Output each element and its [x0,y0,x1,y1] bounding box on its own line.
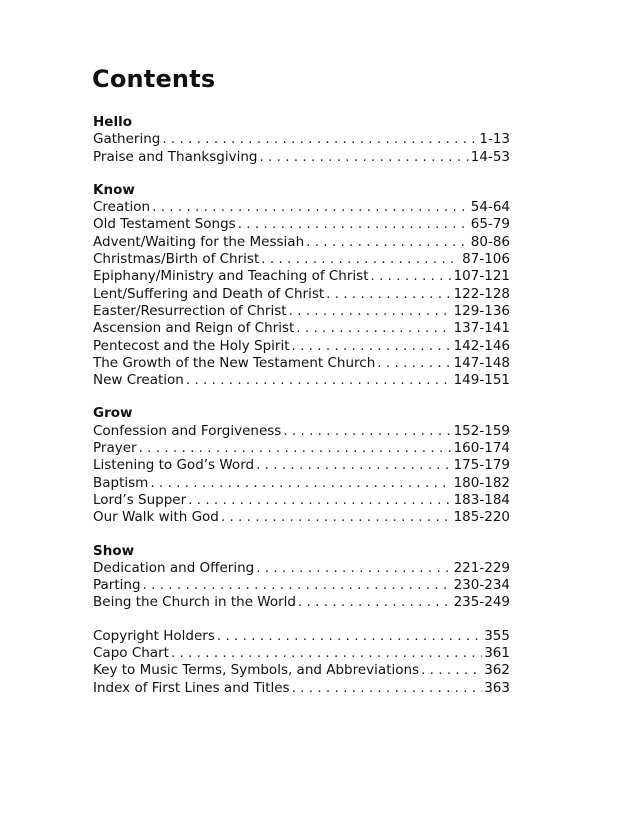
dot-leader [291,338,451,355]
dot-leader [292,680,483,697]
toc-entry [93,355,510,372]
entry-title: Confession and Forgiveness [93,422,282,439]
toc-entry [93,372,510,389]
dot-leader [370,268,451,285]
dot-leader [186,372,452,389]
entry-page-range: 180-182 [453,474,510,491]
entry-page-range: 137-141 [453,320,510,337]
toc-entry [93,594,510,611]
toc-entry [93,680,510,697]
entry-title: The Growth of the New Testament Church [93,354,376,371]
entry-title: Christmas/Birth of Christ [93,251,260,268]
toc-entry [93,440,510,457]
toc-entry [93,234,510,251]
entry-page-range: 129-136 [453,302,510,319]
entry-title: Ascension and Reign of Christ [93,320,295,337]
entry-title: Dedication and Offering [93,559,255,576]
entry-page-range: 362 [484,662,510,679]
entry-title: Easter/Resurrection of Christ [93,302,287,319]
entry-title: Gathering [93,131,161,148]
table-of-contents [93,114,510,697]
entry-title: Lent/Suffering and Death of Christ [93,285,325,302]
dot-leader [238,216,469,233]
entry-page-range: 122-128 [453,285,510,302]
entry-title: Index of First Lines and Titles [93,679,290,696]
toc-section [93,543,510,612]
dot-leader [289,303,452,320]
entry-page-range: 175-179 [453,457,510,474]
entry-page-range: 65-79 [470,216,510,233]
entry-title: Being the Church in the World [93,594,296,611]
entry-title: Praise and Thanksgiving [93,148,258,165]
toc-entry [93,423,510,440]
entry-title: Our Walk with God [93,509,219,526]
toc-entry [93,475,510,492]
toc-entry [93,149,510,166]
page-title: Contents [92,65,216,93]
toc-entry [93,577,510,594]
dot-leader [221,509,452,526]
dot-leader [256,560,451,577]
entry-page-range: 160-174 [453,440,510,457]
dot-leader [188,492,451,509]
entry-page-range: 147-148 [453,354,510,371]
toc-entry [93,320,510,337]
entry-page-range: 54-64 [470,199,510,216]
toc-entry [93,645,510,662]
toc-section [93,628,510,697]
entry-page-range: 221-229 [453,559,510,576]
entry-page-range: 1-13 [479,131,510,148]
section-heading: Grow [93,405,133,422]
toc-entry [93,251,510,268]
entry-page-range: 14-53 [470,148,510,165]
entry-page-range: 149-151 [453,372,510,389]
section-heading: Hello [93,114,132,130]
entry-page-range: 361 [484,645,510,662]
entry-page-range: 355 [484,627,510,644]
toc-entry [93,268,510,285]
section-heading: Know [93,181,135,198]
toc-entry [93,457,510,474]
entry-page-range: 80-86 [470,233,510,250]
entry-title: Old Testament Songs [93,216,236,233]
toc-entry [93,492,510,509]
entry-page-range: 152-159 [453,422,510,439]
entry-title: Epiphany/Ministry and Teaching of Christ [93,268,369,285]
dot-leader [298,594,452,611]
toc-entry [93,216,510,233]
dot-leader [150,475,451,492]
entry-title: Capo Chart [93,645,169,662]
toc-entry [93,338,510,355]
toc-entry [93,509,510,526]
entry-title: New Creation [93,372,184,389]
entry-title: Pentecost and the Holy Spirit [93,337,290,354]
toc-section [93,405,510,526]
dot-leader [259,149,468,166]
dot-leader [296,320,451,337]
entry-title: Advent/Waiting for the Messiah [93,233,305,250]
entry-page-range: 107-121 [453,268,510,285]
dot-leader [143,577,452,594]
entry-title: Baptism [93,474,149,491]
entry-title: Lord’s Supper [93,491,187,508]
toc-entry [93,560,510,577]
dot-leader [421,662,482,679]
dot-leader [256,457,452,474]
toc-entry [93,199,510,216]
toc-entry [93,286,510,303]
section-heading: Show [93,542,135,559]
entry-title: Key to Music Terms, Symbols, and Abbreviations [93,662,420,679]
toc-section [93,114,510,166]
entry-title: Parting [93,577,141,594]
toc-section [93,182,510,390]
entry-page-range: 183-184 [453,491,510,508]
dot-leader [283,423,451,440]
dot-leader [326,286,451,303]
entry-page-range: 142-146 [453,337,510,354]
entry-page-range: 230-234 [453,577,510,594]
dot-leader [139,440,452,457]
dot-leader [171,645,482,662]
dot-leader [306,234,469,251]
toc-entry [93,628,510,645]
dot-leader [152,199,469,216]
entry-page-range: 185-220 [453,509,510,526]
dot-leader [261,251,460,268]
dot-leader [162,131,477,148]
entry-page-range: 235-249 [453,594,510,611]
entry-title: Creation [93,199,151,216]
entry-title: Listening to God’s Word [93,457,255,474]
dot-leader [217,628,482,645]
entry-page-range: 87-106 [462,251,510,268]
entry-page-range: 363 [484,679,510,696]
entry-title: Prayer [93,440,137,457]
dot-leader [377,355,451,372]
toc-entry [93,303,510,320]
toc-entry [93,662,510,679]
toc-entry [93,131,510,148]
entry-title: Copyright Holders [93,627,215,644]
